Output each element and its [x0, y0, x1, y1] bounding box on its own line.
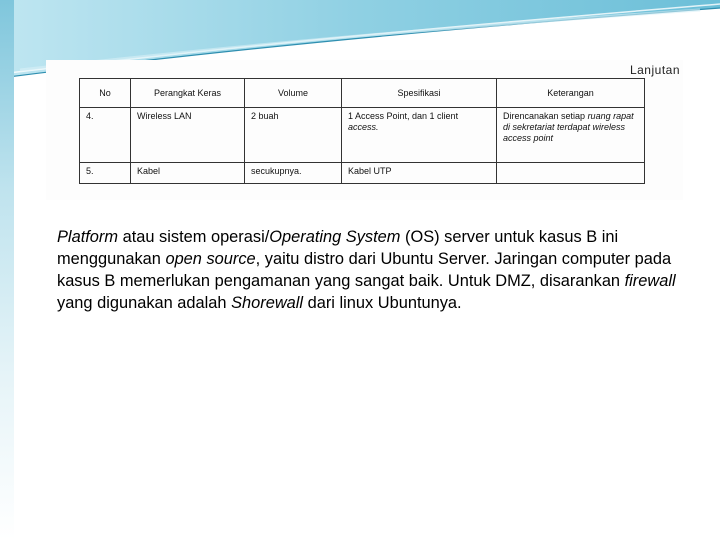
para-seg-2: atau sistem operasi/ — [118, 228, 270, 246]
cell-spec — [342, 108, 497, 163]
hardware-table — [79, 78, 645, 184]
table-header-row — [80, 79, 645, 108]
header-volume: Volume — [245, 79, 342, 108]
para-seg-4: (OS) server untuk kasus B ini menggunakan — [57, 228, 619, 268]
cell-no: 5. — [80, 163, 131, 184]
left-accent-bar — [0, 0, 14, 540]
para-seg-7: firewall — [624, 272, 676, 290]
cell-spec: Kabel UTP — [342, 163, 497, 184]
header-device: Perangkat Keras — [131, 79, 245, 108]
cell-volume: secukupnya. — [245, 163, 342, 184]
header-no: No — [80, 79, 131, 108]
cell-note — [497, 163, 645, 184]
table-row — [80, 108, 645, 163]
cell-spec-text: 1 Access Point, dan 1 client — [348, 111, 459, 121]
cell-no: 4. — [80, 108, 131, 163]
cell-spec-italic: access. — [348, 122, 379, 132]
cell-volume: 2 buah — [245, 108, 342, 163]
body-paragraph — [57, 226, 697, 314]
header-note: Keterangan — [497, 79, 645, 108]
para-seg-8: yang digunakan adalah — [57, 294, 232, 312]
cell-note — [497, 108, 645, 163]
cell-note-text: Direncanakan setiap — [503, 111, 588, 121]
continuation-caption: Lanjutan — [629, 63, 680, 77]
para-seg-10: dari linux Ubuntunya. — [303, 294, 462, 312]
para-seg-9: Shorewall — [231, 294, 304, 312]
cell-device: Kabel — [131, 163, 245, 184]
para-seg-6: , yaitu distro dari Ubuntu Server. Jaringan computer pada kasus B memerlukan pengamanan yang sangat baik. Untuk DMZ, disarankan — [57, 250, 672, 290]
header-spec: Spesifikasi — [342, 79, 497, 108]
para-seg-3: Operating System — [269, 228, 401, 246]
cell-device: Wireless LAN — [131, 108, 245, 163]
table-row — [80, 163, 645, 184]
cell-note-italic: ruang rapat di sekretariat terdapat wireless access point — [503, 111, 634, 143]
para-seg-5: open source — [165, 250, 256, 268]
para-seg-1: Platform — [57, 228, 119, 246]
